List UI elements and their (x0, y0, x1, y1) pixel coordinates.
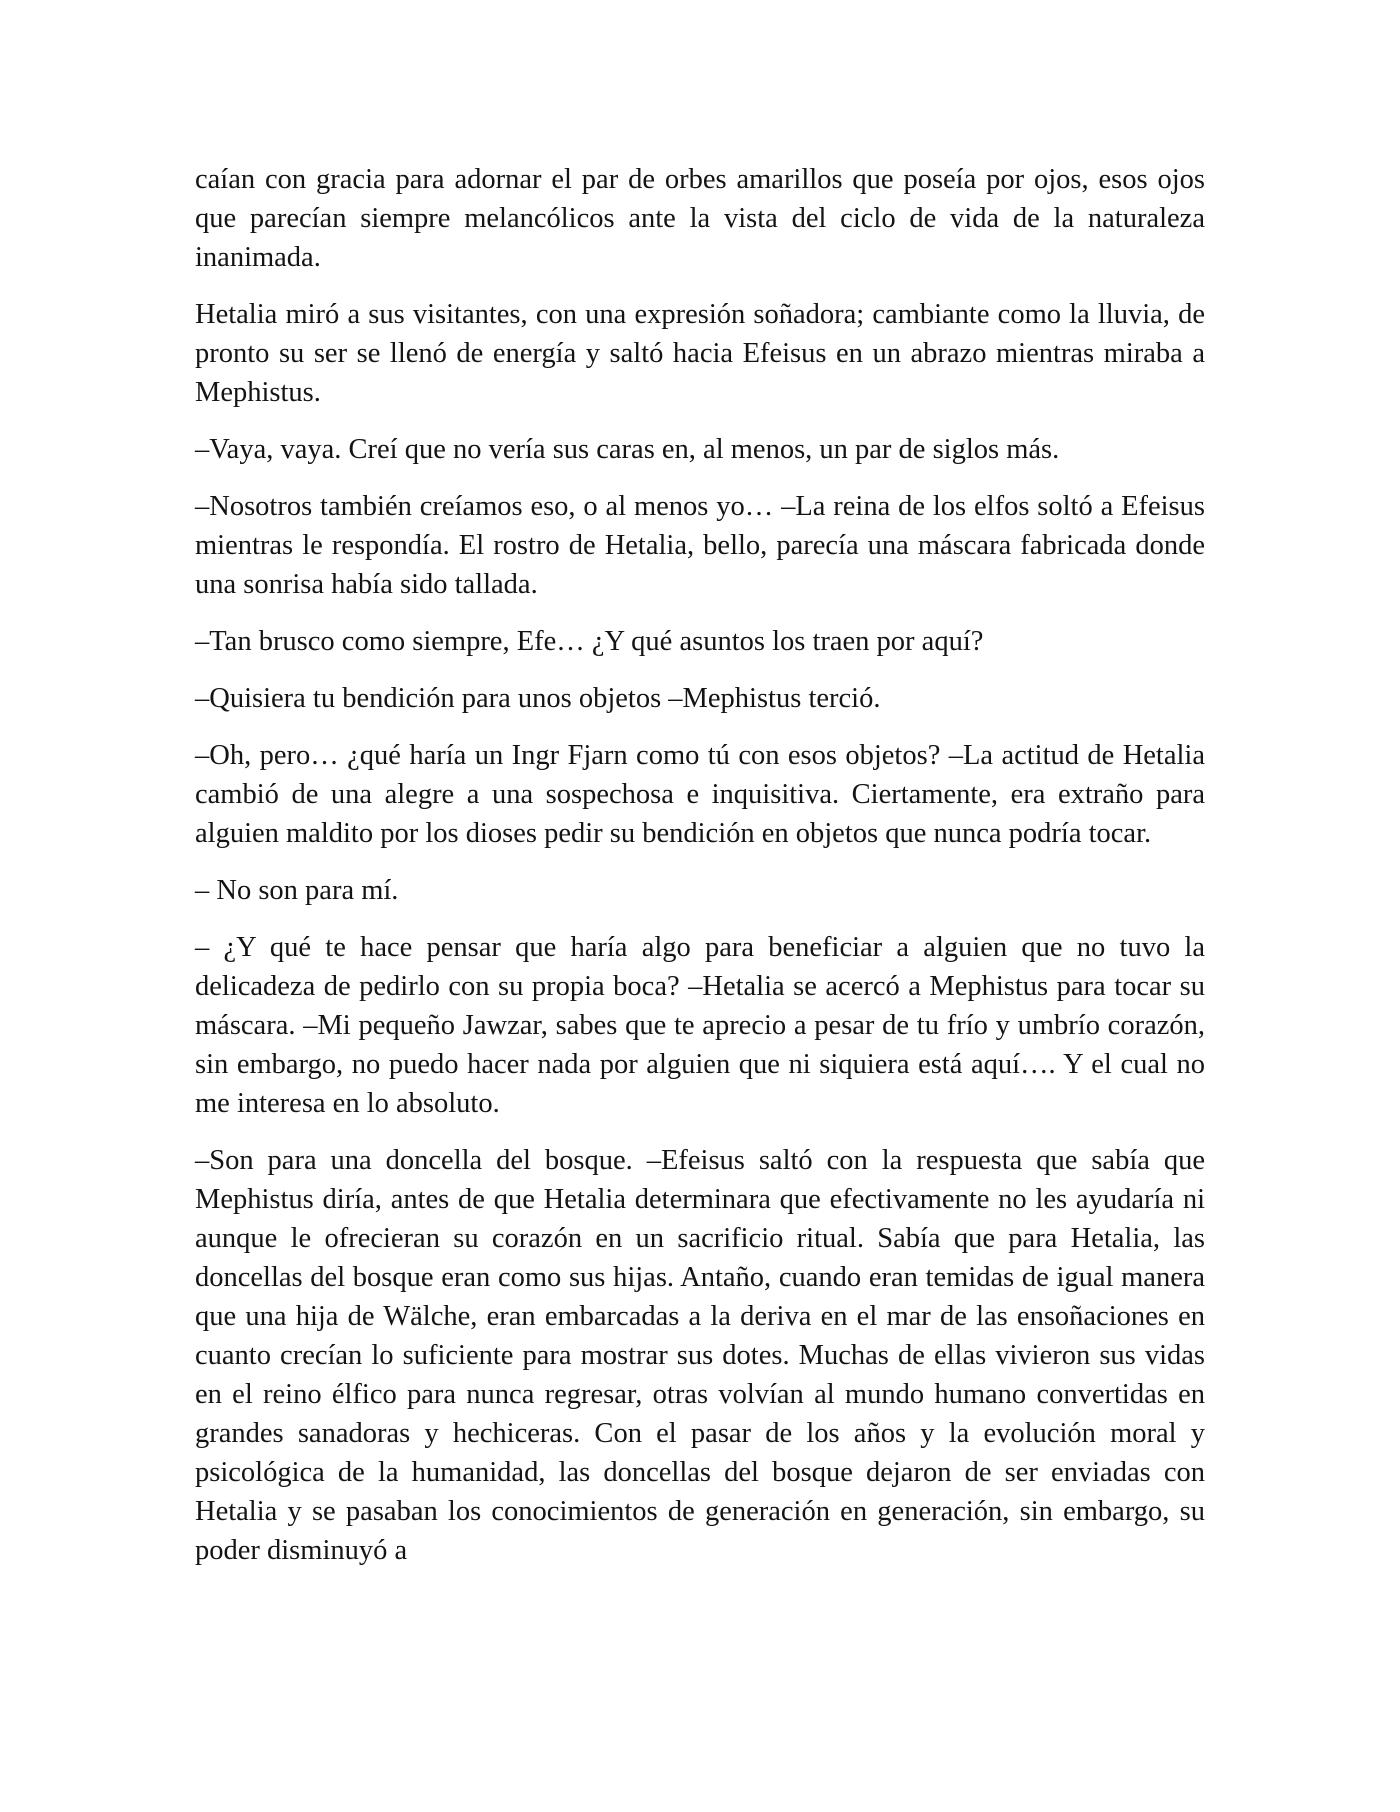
dialogue-line: –Son para una doncella del bosque. –Efeisus saltó con la respuesta que sabía que Mephistus diría, antes de que Hetalia determinara que efectivamente no les ayudaría ni aunque le ofrecieran su corazón en un sacrificio ritual. Sabía que para Hetalia, las doncellas del bosque eran como sus hijas. Antaño, cuando eran temidas de igual manera que una hija de Wälche, eran embarcadas a la deriva en el mar de las ensoñaciones en cuanto crecían lo suficiente para mostrar sus dotes. Muchas de ellas vivieron sus vidas en el reino élfico para nunca regresar, otras volvían al mundo humano convertidas en grandes sanadoras y hechiceras. Con el pasar de los años y la evolución moral y psicológica de la humanidad, las doncellas del bosque dejaron de ser enviadas con Hetalia y se pasaban los conocimientos de generación en generación, sin embargo, su poder disminuyó a (195, 1145, 1205, 1566)
dialogue-line: –Vaya, vaya. Creí que no vería sus caras en, al menos, un par de siglos más. (195, 434, 1060, 465)
dialogue-line: – ¿Y qué te hace pensar que haría algo para beneficiar a alguien que no tuvo la delicadeza de pedirlo con su propia boca? –Hetalia se acercó a Mephistus para tocar su máscara. –Mi pequeño Jawzar, sabes que te aprecio a pesar de tu frío y umbrío corazón, sin embargo, no puedo hacer nada por alguien que ni siquiera está aquí…. Y el cual no me interesa en lo absoluto. (195, 932, 1205, 1119)
body-text (195, 160, 1205, 1588)
dialogue-line: – No son para mí. (195, 875, 399, 906)
dialogue-line: –Tan brusco como siempre, Efe… ¿Y qué asuntos los traen por aquí? (195, 626, 984, 657)
paragraph: caían con gracia para adornar el par de orbes amarillos que poseía por ojos, esos ojos que parecían siempre melancólicos ante la vista del ciclo de vida de la naturaleza inanimada. (195, 164, 1205, 273)
dialogue-line: –Quisiera tu bendición para unos objetos –Mephistus terció. (195, 683, 881, 714)
paragraph: Hetalia miró a sus visitantes, con una expresión soñadora; cambiante como la lluvia, de pronto su ser se llenó de energía y saltó hacia Efeisus en un abrazo mientras miraba a Mephistus. (195, 299, 1205, 408)
dialogue-line: –Oh, pero… ¿qué haría un Ingr Fjarn como tú con esos objetos? –La actitud de Hetalia cambió de una alegre a una sospechosa e inquisitiva. Ciertamente, era extraño para alguien maldito por los dioses pedir su bendición en objetos que nunca podría tocar. (195, 740, 1205, 849)
dialogue-line: –Nosotros también creíamos eso, o al menos yo… –La reina de los elfos soltó a Efeisus mientras le respondía. El rostro de Hetalia, bello, parecía una máscara fabricada donde una sonrisa había sido tallada. (195, 491, 1205, 600)
